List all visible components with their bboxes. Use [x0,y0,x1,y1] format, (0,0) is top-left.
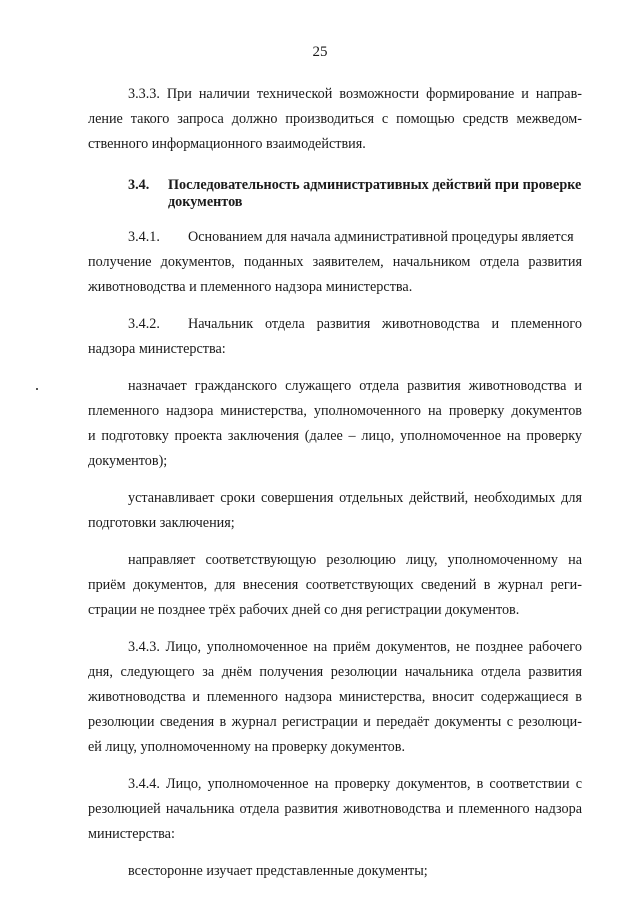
text-line: устанавливает сроки совершения отдельных действий, необходимых для [128,490,582,506]
text-line: ление такого запроса должно производиться с помощью средств межведом- [88,111,582,127]
text-line: животноводства и племенного надзора министерства. [88,279,413,295]
paragraph-3-3-3 [88,82,582,157]
text-line: документов); [88,453,168,469]
text-line: приём документов, для внесения соответствующих сведений в журнал реги- [88,577,582,593]
list-item [88,374,582,474]
text-line: направляет соответствующую резолюцию лицу, уполномоченному на [128,552,582,568]
text-line: дня, следующего за днём получения резолюции начальника отдела развития [88,664,582,680]
text-line: страции не позднее трёх рабочих дней со дня регистрации документов. [88,602,520,618]
text-line: племенного надзора министерства, уполномоченного на проверку документов [88,403,582,419]
text-line: назначает гражданского служащего отдела развития животноводства и [128,378,582,394]
text-line: получение документов, поданных заявителем, начальником отдела развития [88,254,582,270]
paragraph-3-4-1 [88,225,582,300]
document-body [88,82,582,884]
text-fragment: Начальник отдела развития животноводства и племенного [188,316,582,332]
text-line: резолюции сведения в журнал регистрации и передаёт документы с резолюци- [88,714,582,730]
scan-speck [36,388,38,390]
paragraph-number: 3.4.2. [128,316,160,332]
section-number: 3.4. [128,177,150,193]
text-line: 3.3.3. При наличии технической возможности формирование и направ- [128,86,582,102]
text-line [88,312,582,337]
list-item [88,548,582,623]
text-line: ей лицу, уполномоченному на проверку документов. [88,739,406,755]
text-line [88,225,582,250]
text-line: ственного информационного взаимодействия. [88,136,366,152]
text-line: надзора министерства: [88,341,226,357]
paragraph-3-4-2 [88,312,582,362]
text-line: животноводства и племенного надзора министерства, вносит содержащиеся в [88,689,582,705]
text-line: резолюцией начальника отдела развития животноводства и племенного надзора [88,801,582,817]
text-line: 3.4.4. Лицо, уполномоченное на проверку документов, в соответствии с [128,776,582,792]
paragraph-3-4-4 [88,772,582,847]
section-title: Последовательность административных действий при проверке документов [168,177,582,210]
paragraph-3-4-3 [88,635,582,760]
text-line: министерства: [88,826,175,842]
page-number: 25 [312,44,328,60]
text-line: подготовки заключения; [88,515,235,531]
text-line: всесторонне изучает представленные документы; [128,863,428,879]
section-heading [88,177,582,211]
list-item [88,486,582,536]
text-fragment: Основанием для начала административной процедуры является [188,229,574,245]
paragraph-number: 3.4.1. [128,229,160,245]
text-line: 3.4.3. Лицо, уполномоченное на приём документов, не позднее рабочего [128,639,582,655]
list-item [88,859,582,884]
text-line: и подготовку проекта заключения (далее – лицо, уполномоченное на проверку [88,428,582,444]
